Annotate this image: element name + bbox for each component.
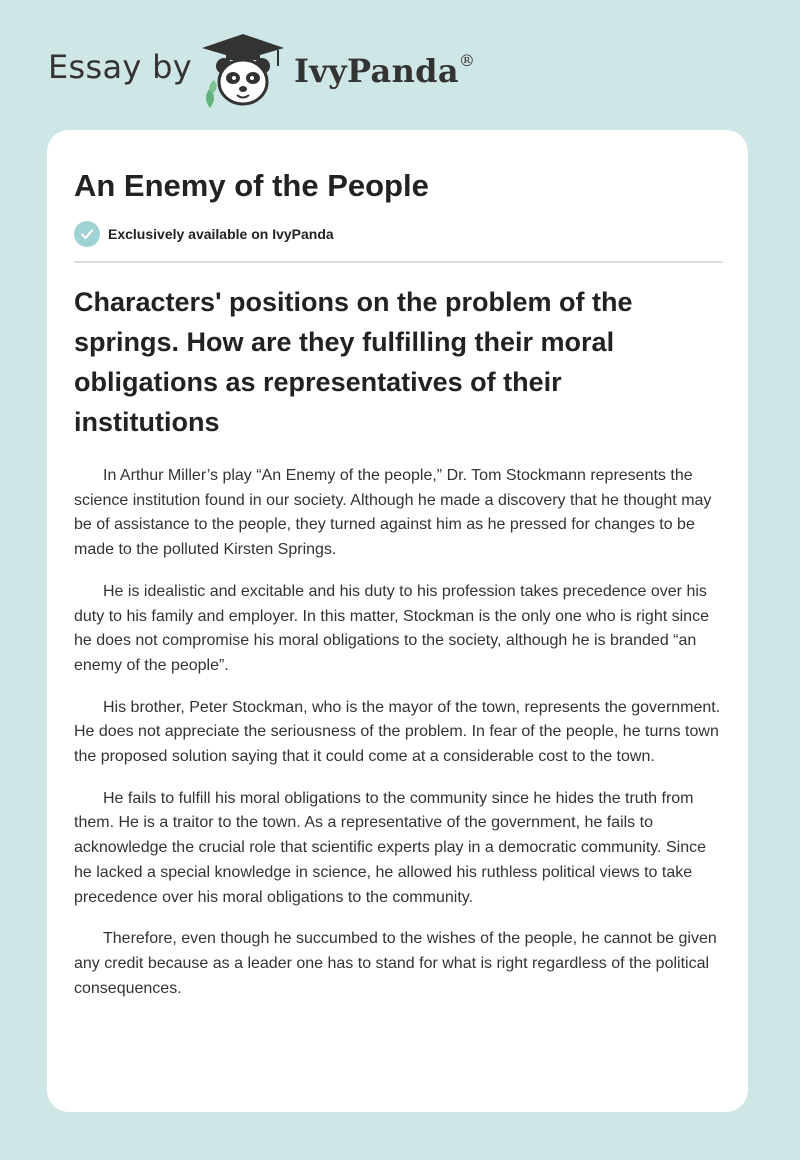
paragraph: He is idealistic and excitable and his duty to his profession takes precedence over his duty to his family and employer. In this matter, Stockman is the only one who is right since he does not compromise his moral obligations to the society, although he is branded “an enemy of the people”. [74, 582, 709, 674]
paragraph: In Arthur Miller’s play “An Enemy of the people,” Dr. Tom Stockmann represents the science institution found in our society. Although he made a discovery that he thought may be of assistance to the people, they turned against him as he pressed for changes to be made to the polluted Kirsten Springs. [74, 467, 712, 559]
brand-name[interactable] [294, 52, 475, 90]
panda-logo-icon[interactable] [198, 30, 288, 110]
site-header [48, 30, 748, 110]
badge-label: Exclusively available on IvyPanda [108, 226, 334, 242]
page-title: An Enemy of the People [74, 168, 429, 203]
check-icon [74, 221, 100, 247]
paragraph: His brother, Peter Stockman, who is the mayor of the town, represents the government. He does not appreciate the seriousness of the problem. In fear of the people, he turns town the proposed solution saying that it could come at a considerable cost to the town. [74, 698, 721, 766]
article-card [47, 130, 748, 1112]
section-heading: Characters' positions on the problem of the springs. How are they fulfilling their moral obligations as representatives of their institutions [74, 287, 633, 437]
divider [74, 261, 723, 263]
registered-mark: ® [458, 51, 476, 71]
paragraph: He fails to fulfill his moral obligations to the community since he hides the truth from them. He is a traitor to the town. As a representative of the government, he fails to acknowledge the crucial role that scientific experts play in a democratic community. Since he lacked a special knowledge in science, he allowed his ruthless political views to take precedence over his moral obligations to the community. [74, 789, 706, 906]
brand-text: IvyPanda [294, 52, 459, 90]
exclusive-badge [74, 221, 334, 247]
essay-by-label: Essay by [48, 48, 192, 86]
paragraph: Therefore, even though he succumbed to the wishes of the people, he cannot be given any credit because as a leader one has to stand for what is right regardless of the political consequences. [74, 930, 717, 997]
article-body [74, 464, 723, 1018]
